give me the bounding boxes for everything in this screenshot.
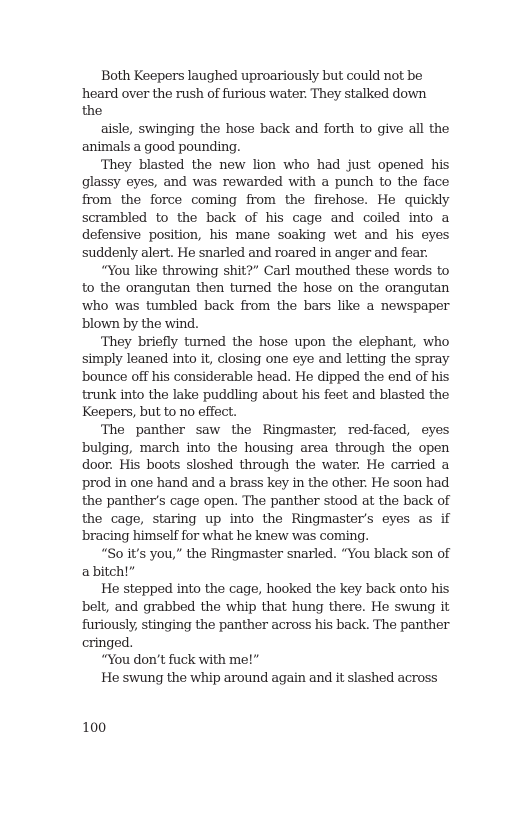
paragraph: “So it’s you,” the Ringmaster snarled. “You black son of a bitch!” [82, 546, 449, 580]
paragraph: Both Keepers laughed uproariously but could not be heard over the rush of furious water. They stalked down the [82, 69, 427, 120]
body-text [82, 68, 449, 688]
paragraph: They blasted the new lion who had just opened his glassy eyes, and was rewarded with a punch to the face from the force coming from the firehose. He quickly scrambled to the back of his cage and coiled into a defensive position, his mane soaking wet and his eyes suddenly alert. He snarled and roared in anger and fear. [82, 157, 449, 262]
paragraph: The panther saw the Ringmaster, red-faced, eyes bulging, march into the housing area through the open door. His boots sloshed through the water. He carried a prod in one hand and a brass key in the other. He soon had the panther’s cage open. The panther stood at the back of the cage, staring up into the Ringmaster’s eyes as if bracing himself for what he knew was coming. [82, 423, 449, 545]
paragraph: He stepped into the cage, hooked the key back onto his belt, and grabbed the whip that hung there. He swung it furiously, stinging the panther across his back. The panther cringed. [82, 582, 449, 651]
paragraph: They briefly turned the hose upon the elephant, who simply leaned into it, closing one eye and letting the spray bounce off his considerable head. He dipped the end of his trunk into the lake puddling about his feet and blasted the Keepers, but to no effect. [82, 334, 449, 421]
paragraph: “You like throwing shit?” Carl mouthed these words to to the orangutan then turned the hose on the orangutan who was tumbled back from the bars like a newspaper blown by the wind. [82, 263, 449, 332]
paragraph: “You don’t fuck with me!” [101, 653, 260, 669]
page-number: 100 [82, 721, 106, 736]
paragraph: He swung the whip around again and it slashed across [101, 670, 438, 686]
paragraph: aisle, swinging the hose back and forth to give all the animals a good pounding. [82, 122, 449, 155]
